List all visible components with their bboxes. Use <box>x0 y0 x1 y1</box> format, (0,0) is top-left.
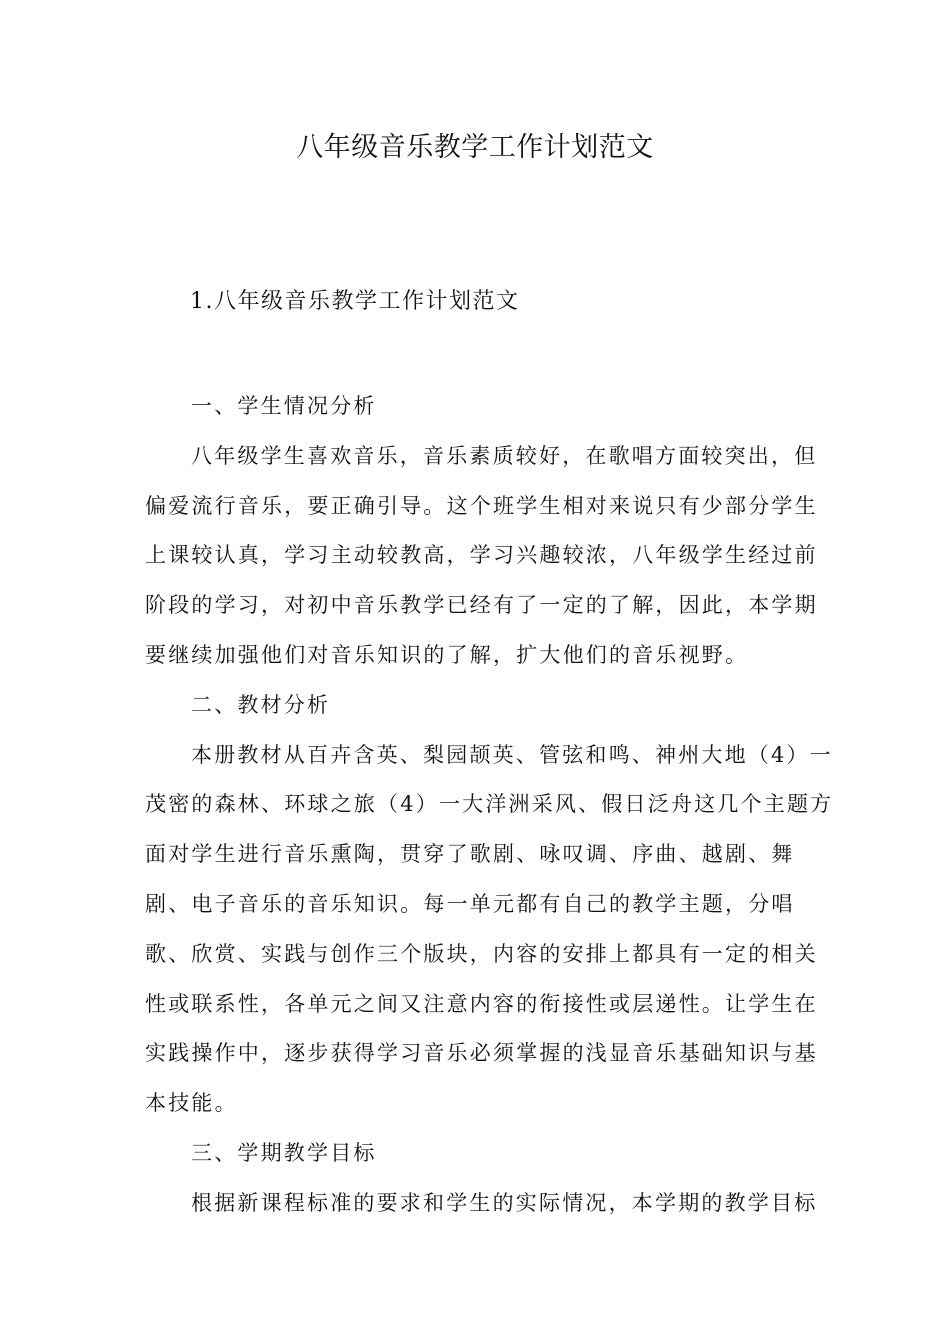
document-body <box>145 382 834 1229</box>
paragraph-line: 歌、欣赏、实践与创作三个版块，内容的安排上都具有一定的相关 <box>145 941 818 966</box>
document-title: 八年级音乐教学工作计划范文 <box>296 132 654 163</box>
paragraph-line: 上课较认真，学习主动较教高，学习兴趣较浓，八年级学生经过前 <box>145 543 818 568</box>
paragraph-line: 根据新课程标准的要求和学生的实际情况，本学期的教学目标 <box>191 1190 818 1215</box>
paragraph-line: 剧、电子音乐的音乐知识。每一单元都有自己的教学主题，分唱 <box>145 891 795 916</box>
paragraph-line: 本册教材从百卉含英、梨园颉英、管弦和鸣、神州大地（4）一 <box>191 742 833 767</box>
paragraph-line: 偏爱流行音乐，要正确引导。这个班学生相对来说只有少部分学生 <box>145 493 818 518</box>
section-heading: 二、教材分析 <box>191 692 331 717</box>
section-heading: 一、学生情况分析 <box>191 394 377 418</box>
paragraph-line: 八年级学生喜欢音乐，音乐素质较好，在歌唱方面较突出，但 <box>191 443 818 468</box>
paragraph-line: 面对学生进行音乐熏陶，贯穿了歌剧、咏叹调、序曲、越剧、舞 <box>145 842 795 867</box>
paragraph-line: 要继续加强他们对音乐知识的了解，扩大他们的音乐视野。 <box>145 642 749 667</box>
paragraph-line: 性或联系性，各单元之间又注意内容的衔接性或层递性。让学生在 <box>145 991 818 1016</box>
paragraph-line: 本技能。 <box>145 1091 238 1116</box>
paragraph-line: 茂密的森林、环球之旅（4）一大洋洲采风、假日泛舟这几个主题方 <box>145 792 834 817</box>
section-item-heading: 1.八年级音乐教学工作计划范文 <box>190 289 520 314</box>
paragraph-line: 阶段的学习，对初中音乐教学已经有了一定的了解，因此，本学期 <box>145 593 818 618</box>
section-heading: 三、学期教学目标 <box>191 1140 377 1165</box>
paragraph-line: 实践操作中，逐步获得学习音乐必须掌握的浅显音乐基础知识与基 <box>145 1041 818 1066</box>
